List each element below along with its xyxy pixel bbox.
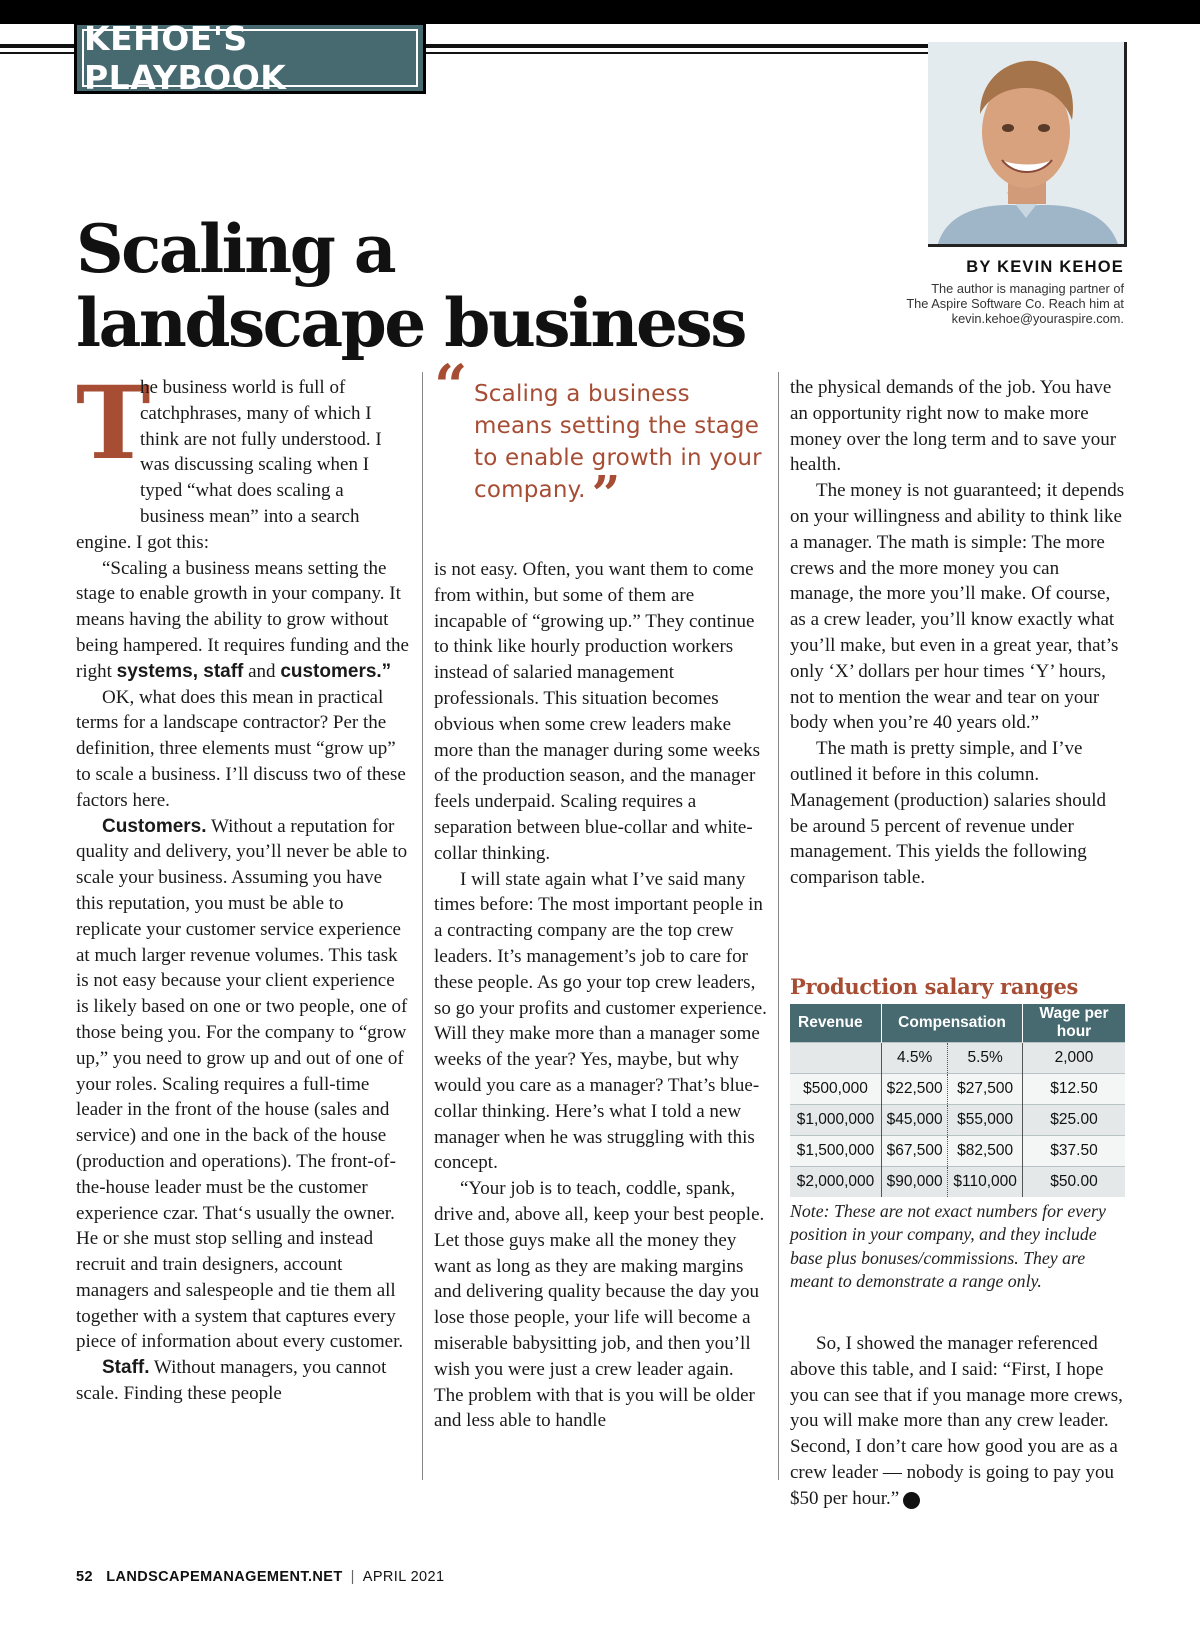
table-row: [790, 1105, 1125, 1136]
footer-site: LANDSCAPEMANAGEMENT.NET: [106, 1569, 343, 1585]
pull-quote: [434, 352, 770, 523]
author-portrait-image: [928, 42, 1124, 244]
paragraph: [76, 1355, 411, 1407]
paragraph-text: he business world is full of catchphrases, many of which I think are not fully understood. I was discussing scaling when I typed “what does scaling a business mean” into a search engine. I got this:: [76, 377, 382, 553]
table-cell: $67,500: [882, 1136, 948, 1167]
byline: [824, 258, 1124, 326]
table-cell: $12.50: [1023, 1074, 1126, 1105]
column-divider: [778, 372, 779, 1480]
bold-text: customers.”: [280, 660, 392, 682]
author-bio-line: The Aspire Software Co. Reach him at: [906, 296, 1124, 311]
paragraph: [790, 1331, 1126, 1512]
article-column-2: [434, 557, 767, 1434]
close-quote-icon: ”: [591, 464, 621, 523]
table-cell: $25.00: [1023, 1105, 1126, 1136]
table-cell: $22,500: [882, 1074, 948, 1105]
pull-quote-body: [474, 378, 770, 523]
table-row: [790, 1136, 1125, 1167]
headline-line-2: landscape business: [76, 284, 745, 362]
header-rule-right: [426, 44, 928, 48]
header-rule-left: [0, 44, 74, 48]
header-rule-left-thin: [0, 52, 74, 54]
author-bio-line: The author is managing partner of: [931, 281, 1124, 296]
paragraph-text: and: [243, 660, 281, 682]
end-mark-icon: LM: [903, 1492, 920, 1509]
table-cell: $90,000: [882, 1167, 948, 1198]
table-cell: 4.5%: [882, 1043, 948, 1074]
paragraph: [76, 556, 411, 685]
paragraph: OK, what does this mean in practical terms for a landscape contractor? Per the definition, three elements must “grow up” to scale a business. I’ll discuss two of these factors here.: [76, 686, 406, 811]
table-cell: $82,500: [948, 1136, 1023, 1167]
table-header-row: [790, 1004, 1125, 1043]
column-divider: [422, 372, 423, 1480]
table-note: Note: These are not exact numbers for every position in your company, and they include base plus bonuses/commissions. They are meant to demonstrate a range only.: [790, 1201, 1106, 1292]
table-cell: $27,500: [948, 1074, 1023, 1105]
table-cell: $500,000: [790, 1074, 882, 1105]
table-header: Wage per hour: [1023, 1004, 1126, 1043]
header-rule-right-thin: [426, 52, 928, 54]
table-cell: $37.50: [1023, 1136, 1126, 1167]
paragraph: [76, 814, 411, 1356]
table-cell: $2,000,000: [790, 1167, 882, 1198]
paragraph: the physical demands of the job. You have an opportunity right now to make more money over the long term and to save your health.: [790, 377, 1117, 476]
article-column-1: [76, 364, 411, 1407]
footer-separator: |: [350, 1569, 355, 1585]
article-headline: [76, 212, 776, 360]
table-header: Revenue: [790, 1004, 882, 1043]
drop-cap: T: [76, 364, 151, 482]
paragraph: is not easy. Often, you want them to come from within, but some of them are incapable of “growing up.” They continue to think like hourly production workers instead of salaried management professionals. This situation becomes obvious when some crew leaders make more than the manager during some weeks of the production season, and the manager feels underpaid. Scaling requires a separation between blue-collar and white-collar thinking.: [434, 559, 761, 864]
page-footer: [76, 1569, 444, 1585]
table-cell: 2,000: [1023, 1043, 1126, 1074]
article-column-3-continued: [790, 1331, 1126, 1512]
subhead-customers: Customers.: [102, 815, 207, 837]
author-bio: [824, 281, 1124, 326]
open-quote-icon: “: [434, 352, 468, 420]
section-tab-label: KEHOE'S PLAYBOOK: [82, 29, 418, 87]
table-title: Production salary ranges: [790, 974, 1079, 999]
subhead-staff: Staff.: [102, 1357, 150, 1379]
table-row: [790, 1167, 1125, 1198]
paragraph: The money is not guaranteed; it depends on your willingness and ability to think like a manager. The math is simple: The more crews and the more money you can manage, the more you’ll make. Of course, as a crew leader, you’ll know exactly what you’ll make, but even in a great year, that’s only ‘X’ dollars per hour times ‘Y’ hours, not to mention the wear and tear on your body when you’re 40 years old.”: [790, 480, 1125, 734]
paragraph-text: Without a reputation for quality and delivery, you’ll never be able to scale your business. Assuming you have this reputation, you must be able to replicate your customer service experience at much larger revenue volumes. This task is not easy because your client experience is likely based on one or two people, one of those being you. For the company to “grow up,” you need to grow up and out of one of your roles. Scaling requires a full-time leader in the front of the house (sales and service) and one in the back of the house (production and operations). The front-of-the-house leader must be the customer experience czar. That‘s usually the owner. He or she must stop selling and instead recruit and train designers, account managers and salespeople and tie them all together with a system that captures every piece of information about every customer.: [76, 815, 408, 1353]
paragraph-text: So, I showed the manager referenced above this table, and I said: “First, I hope you can see that if you manage more crews, you will make more than any crew leader. Second, I don’t care how good you are as a crew leader — nobody is going to pay you $50 per hour.”: [790, 1333, 1123, 1509]
salary-table: [790, 1004, 1125, 1197]
paragraph: The math is pretty simple, and I’ve outlined it before in this column. Management (production) salaries should be around 5 percent of revenue under management. This yields the following comparison table.: [790, 738, 1107, 889]
table-cell: $110,000: [948, 1167, 1023, 1198]
headline-line-1: Scaling a: [76, 210, 395, 288]
byline-author: BY KEVIN KEHOE: [966, 258, 1124, 276]
table-cell: $55,000: [948, 1105, 1023, 1136]
author-photo: [928, 42, 1127, 247]
section-tab: [74, 19, 426, 97]
paragraph-text: Without managers, you cannot scale. Finding these people: [76, 1357, 387, 1405]
paragraph: I will state again what I’ve said many times before: The most important people in a contracting company are the top crew leaders. It’s management’s job to care for these people. As go your top crew leaders, so go your profits and customer experience. Will they make more than a manager some weeks of the year? Yes, maybe, but why would you care as a manager? That’s blue-collar thinking. Here’s what I told a new manager when he was struggling with this concept.: [434, 868, 767, 1174]
article-column-3: [790, 375, 1126, 891]
table-cell: 5.5%: [948, 1043, 1023, 1074]
table-cell: $45,000: [882, 1105, 948, 1136]
table-row: [790, 1074, 1125, 1105]
footer-issue: APRIL 2021: [362, 1569, 445, 1585]
author-email: kevin.kehoe@youraspire.com.: [951, 311, 1124, 326]
table-row: [790, 1043, 1125, 1074]
paragraph: [76, 364, 411, 556]
page-number: 52: [76, 1569, 93, 1585]
table-cell: $1,500,000: [790, 1136, 882, 1167]
bold-text: systems, staff: [116, 660, 244, 682]
table-header: Compensation: [882, 1004, 1023, 1043]
pull-quote-text: Scaling a business means setting the stage to enable growth in your company.: [474, 381, 762, 503]
paragraph: “Your job is to teach, coddle, spank, drive and, above all, keep your best people. Let those guys make all the money they want as long as they are making margins and delivering quality because the day you lose those people, your life will become a miserable babysitting job, and then you’ll wish you were just a crew leader again. The problem with that is you will be older and less able to handle: [434, 1178, 765, 1432]
table-cell: [790, 1043, 882, 1074]
table-cell: $1,000,000: [790, 1105, 882, 1136]
paragraph-text: “Scaling a business means setting the stage to enable growth in your company. It means having the ability to grow without being hampered. It requires funding and the right: [76, 557, 409, 682]
table-cell: $50.00: [1023, 1167, 1126, 1198]
